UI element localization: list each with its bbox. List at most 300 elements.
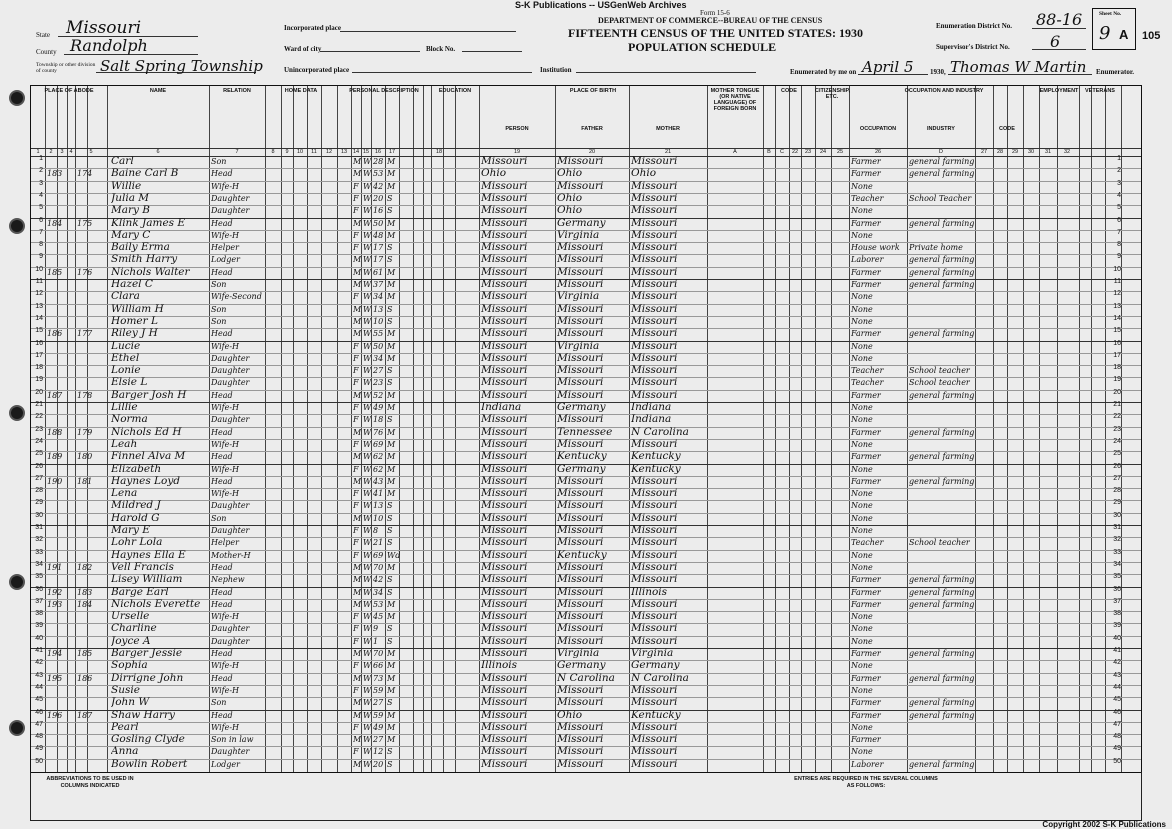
birthplace-mother: Virginia bbox=[631, 647, 674, 659]
birthplace-father: Missouri bbox=[557, 278, 604, 290]
birthplace-father: Missouri bbox=[557, 622, 604, 635]
race: W bbox=[363, 415, 371, 425]
row-number-right: 45 bbox=[1113, 696, 1121, 704]
column-number: 1 bbox=[36, 149, 40, 155]
relation: Daughter bbox=[211, 624, 250, 634]
birthplace-person: Missouri bbox=[481, 437, 528, 450]
age: 27 bbox=[373, 698, 384, 708]
industry: general farming bbox=[909, 698, 975, 708]
row-number-right: 5 bbox=[1117, 204, 1121, 212]
column-group-header: RELATION bbox=[223, 88, 251, 94]
birthplace-father: Missouri bbox=[557, 376, 604, 389]
relation: Son bbox=[211, 157, 227, 166]
person-name: Barge Earl bbox=[111, 585, 169, 598]
age: 10 bbox=[373, 316, 384, 326]
race: W bbox=[363, 230, 371, 240]
race: W bbox=[363, 378, 371, 388]
birthplace-person: Missouri bbox=[481, 204, 528, 217]
grid-column-line bbox=[107, 86, 108, 772]
relation: Head bbox=[211, 329, 233, 339]
industry: general farming bbox=[909, 329, 975, 339]
person-name: Haynes Loyd bbox=[111, 474, 180, 487]
occupation: Teacher bbox=[851, 366, 884, 376]
occupation: Teacher bbox=[851, 378, 884, 388]
row-number-right: 49 bbox=[1113, 745, 1121, 753]
occupation: Farmer bbox=[851, 157, 881, 166]
row-number-right: 19 bbox=[1113, 376, 1121, 384]
sex: F bbox=[353, 747, 359, 757]
sex: F bbox=[353, 722, 359, 732]
row-number-right: 6 bbox=[1117, 216, 1121, 224]
person-name: Sophia bbox=[111, 659, 148, 672]
row-number: 4 bbox=[39, 191, 43, 199]
birthplace-person: Missouri bbox=[481, 745, 528, 758]
census-title: FIFTEENTH CENSUS OF THE UNITED STATES: 1930 bbox=[568, 26, 863, 40]
relation: Wife-H bbox=[211, 230, 240, 240]
age: 53 bbox=[373, 169, 384, 179]
sex: F bbox=[353, 181, 359, 191]
relation: Lodger bbox=[211, 759, 240, 769]
row-number: 2 bbox=[39, 167, 43, 175]
row-number: 38 bbox=[35, 610, 43, 618]
birthplace-person: Missouri bbox=[481, 474, 528, 487]
age: 70 bbox=[373, 649, 384, 658]
row-number-right: 42 bbox=[1113, 659, 1121, 667]
birthplace-mother: Missouri bbox=[631, 487, 678, 500]
marital-status: M bbox=[387, 353, 396, 363]
birthplace-father: Missouri bbox=[557, 524, 604, 536]
column-number: 7 bbox=[235, 149, 239, 155]
row-number: 28 bbox=[35, 487, 43, 495]
occupation: None bbox=[851, 747, 873, 757]
birthplace-person: Missouri bbox=[481, 327, 528, 340]
relation: Son bbox=[211, 698, 227, 708]
birthplace-father: Missouri bbox=[557, 179, 604, 192]
row-number-right: 15 bbox=[1113, 327, 1121, 335]
birthplace-father: Missouri bbox=[557, 597, 604, 610]
block-label: Block No. bbox=[426, 45, 456, 53]
relation: Head bbox=[211, 710, 233, 720]
occupation: Farmer bbox=[851, 587, 881, 597]
birthplace-person: Missouri bbox=[481, 548, 528, 561]
column-number: 13 bbox=[340, 149, 348, 155]
marital-status: S bbox=[387, 526, 393, 535]
birthplace-person: Missouri bbox=[481, 622, 528, 635]
industry: general farming bbox=[909, 599, 975, 609]
person-name: Clara bbox=[111, 290, 140, 303]
birthplace-mother: Missouri bbox=[631, 499, 678, 512]
birthplace-person: Missouri bbox=[481, 671, 528, 684]
supervisor-value: 6 bbox=[1050, 32, 1061, 51]
occupation: Farmer bbox=[851, 390, 881, 400]
race: W bbox=[363, 698, 371, 708]
race: W bbox=[363, 255, 371, 265]
birthplace-mother: Missouri bbox=[631, 610, 678, 623]
occupation: None bbox=[851, 415, 873, 425]
dwelling-number: 189 bbox=[47, 452, 63, 462]
row-number-right: 31 bbox=[1113, 524, 1121, 531]
grid-column-line bbox=[555, 86, 556, 772]
sex: F bbox=[353, 193, 359, 203]
age: 76 bbox=[373, 427, 384, 437]
occupation: Farmer bbox=[851, 427, 881, 437]
birthplace-mother: Missouri bbox=[631, 437, 678, 450]
relation: Daughter bbox=[211, 636, 250, 646]
marital-status: M bbox=[387, 649, 396, 658]
institution-label: Institution bbox=[540, 66, 572, 74]
person-name: Carl bbox=[111, 155, 134, 167]
race: W bbox=[363, 427, 371, 437]
relation: Head bbox=[211, 476, 233, 486]
row-number-right: 22 bbox=[1113, 413, 1121, 421]
race: W bbox=[363, 526, 371, 535]
relation: Head bbox=[211, 562, 233, 572]
marital-status: S bbox=[387, 513, 393, 523]
family-number: 179 bbox=[77, 427, 93, 437]
birthplace-mother: Missouri bbox=[631, 216, 678, 229]
sex: F bbox=[353, 685, 359, 695]
person-name: John W bbox=[111, 696, 150, 709]
marital-status: M bbox=[387, 673, 396, 683]
grid-column-line bbox=[371, 86, 372, 772]
person-name: Mary E bbox=[111, 524, 150, 536]
occupation: Teacher bbox=[851, 538, 884, 548]
relation: Helper bbox=[211, 243, 239, 253]
birthplace-person: Missouri bbox=[481, 757, 528, 770]
race: W bbox=[363, 476, 371, 486]
person-name: Ethel bbox=[111, 351, 140, 364]
occupation: None bbox=[851, 464, 873, 474]
person-name: Joyce A bbox=[111, 634, 151, 647]
column-number: 5 bbox=[89, 149, 93, 155]
age: 50 bbox=[373, 218, 384, 228]
column-number: 4 bbox=[69, 149, 73, 155]
sex: F bbox=[353, 206, 359, 216]
birthplace-father: Virginia bbox=[557, 228, 600, 241]
person-name: Riley J H bbox=[111, 327, 158, 340]
birthplace-mother: Missouri bbox=[631, 253, 678, 266]
grid-column-line bbox=[1023, 86, 1024, 772]
sex: M bbox=[353, 649, 361, 658]
column-group-header: CODE bbox=[781, 88, 797, 94]
birthplace-person: Missouri bbox=[481, 462, 528, 475]
row-number-right: 38 bbox=[1113, 610, 1121, 618]
row-number: 35 bbox=[35, 573, 43, 581]
race: W bbox=[363, 218, 371, 228]
family-number: 180 bbox=[77, 452, 93, 462]
marital-status: M bbox=[387, 157, 396, 166]
sheet-box bbox=[1092, 8, 1136, 50]
birthplace-person: Missouri bbox=[481, 585, 528, 598]
family-number: 182 bbox=[77, 562, 93, 572]
binder-hole-1 bbox=[9, 90, 25, 106]
relation: Son bbox=[211, 316, 227, 326]
birthplace-father: Missouri bbox=[557, 696, 604, 709]
person-name: Lisey William bbox=[111, 573, 183, 586]
column-number: 2 bbox=[49, 149, 53, 155]
copyright: Copyright 2002 S-K Publications bbox=[1042, 820, 1166, 829]
row-number: 24 bbox=[35, 437, 43, 445]
grid-column-line bbox=[707, 86, 708, 772]
page-number: 105 bbox=[1142, 30, 1161, 42]
age: 18 bbox=[373, 415, 384, 425]
industry: general farming bbox=[909, 427, 975, 437]
birthplace-mother: Missouri bbox=[631, 155, 678, 167]
birthplace-person: Missouri bbox=[481, 191, 528, 204]
dwelling-number: 196 bbox=[47, 710, 63, 720]
age: 34 bbox=[373, 353, 384, 363]
age: 52 bbox=[373, 390, 384, 400]
age: 42 bbox=[373, 181, 384, 191]
birthplace-person: Missouri bbox=[481, 155, 528, 167]
race: W bbox=[363, 759, 371, 769]
occupation: Farmer bbox=[851, 649, 881, 658]
birthplace-mother: Missouri bbox=[631, 228, 678, 241]
relation: Head bbox=[211, 427, 233, 437]
sheet-label: Sheet No. bbox=[1099, 11, 1122, 17]
occupation: Farmer bbox=[851, 476, 881, 486]
row-number: 46 bbox=[35, 708, 43, 716]
dwelling-number: 191 bbox=[47, 562, 63, 572]
row-number-right: 39 bbox=[1113, 622, 1121, 630]
column-number: 17 bbox=[388, 149, 396, 155]
occupation: None bbox=[851, 403, 873, 412]
column-number: 9 bbox=[285, 149, 289, 155]
birthplace-father: Missouri bbox=[557, 253, 604, 266]
column-number: A bbox=[733, 149, 737, 155]
occupation: Farmer bbox=[851, 169, 881, 179]
person-name: Lonie bbox=[111, 364, 141, 377]
marital-status: S bbox=[387, 255, 393, 265]
birthplace-person: Missouri bbox=[481, 351, 528, 364]
person-name: Pearl bbox=[111, 720, 139, 733]
marital-status: M bbox=[387, 489, 396, 499]
birthplace-person: Missouri bbox=[481, 560, 528, 573]
race: W bbox=[363, 722, 371, 732]
birthplace-person: Missouri bbox=[481, 339, 528, 352]
incorporated-label: Incorporated place bbox=[284, 24, 341, 32]
row-number: 21 bbox=[35, 401, 43, 408]
person-name: Gosling Clyde bbox=[111, 733, 185, 746]
birthplace-mother: Missouri bbox=[631, 757, 678, 770]
relation: Wife-H bbox=[211, 439, 240, 449]
marital-status: M bbox=[387, 722, 396, 732]
marital-status: M bbox=[387, 612, 396, 622]
marital-status: M bbox=[387, 329, 396, 339]
marital-status: M bbox=[387, 452, 396, 462]
age: 49 bbox=[373, 403, 384, 412]
birthplace-person: Illinois bbox=[481, 659, 518, 672]
race: W bbox=[363, 624, 371, 634]
person-name: Mary C bbox=[111, 228, 151, 241]
sex: F bbox=[353, 353, 359, 363]
sex: F bbox=[353, 439, 359, 449]
birthplace-father: Missouri bbox=[557, 474, 604, 487]
relation: Daughter bbox=[211, 193, 250, 203]
grid-column-line bbox=[629, 86, 630, 772]
birthplace-person: Missouri bbox=[481, 708, 528, 721]
column-group-header: EMPLOYMENT bbox=[1039, 88, 1079, 94]
marital-status: M bbox=[387, 439, 396, 449]
row-number-right: 43 bbox=[1113, 671, 1121, 679]
person-name: Finnel Alva M bbox=[111, 450, 186, 463]
column-number: 21 bbox=[664, 149, 672, 155]
grid-column-line bbox=[431, 86, 432, 772]
row-number: 6 bbox=[39, 216, 43, 224]
age: 27 bbox=[373, 366, 384, 376]
row-number-right: 32 bbox=[1113, 536, 1121, 544]
race: W bbox=[363, 612, 371, 622]
age: 61 bbox=[373, 267, 384, 277]
person-name: Willie bbox=[111, 179, 142, 192]
marital-status: S bbox=[387, 316, 393, 326]
person-name: Elizabeth bbox=[111, 462, 162, 475]
sex: F bbox=[353, 526, 359, 535]
column-group-header: CITIZENSHIP, ETC. bbox=[815, 88, 851, 100]
birthplace-father: Virginia bbox=[557, 339, 600, 352]
industry: general farming bbox=[909, 267, 975, 277]
dwelling-number: 184 bbox=[47, 218, 63, 228]
marital-status: M bbox=[387, 169, 396, 179]
race: W bbox=[363, 329, 371, 339]
grid-column-line bbox=[907, 86, 908, 772]
occupation: None bbox=[851, 661, 873, 671]
row-number: 18 bbox=[35, 364, 43, 372]
birthplace-person: Missouri bbox=[481, 450, 528, 463]
sex: M bbox=[353, 759, 361, 769]
marital-status: M bbox=[387, 562, 396, 572]
birthplace-father: Missouri bbox=[557, 351, 604, 364]
occupation: None bbox=[851, 181, 873, 191]
birthplace-father: Kentucky bbox=[557, 450, 607, 463]
row-number-right: 46 bbox=[1113, 708, 1121, 716]
person-name: Barger Jessie bbox=[111, 647, 183, 659]
race: W bbox=[363, 452, 371, 462]
age: 69 bbox=[373, 439, 384, 449]
row-number: 27 bbox=[35, 474, 43, 482]
row-number: 41 bbox=[35, 647, 43, 654]
binder-hole-5 bbox=[9, 720, 25, 736]
person-name: Lena bbox=[111, 487, 138, 500]
row-number-right: 18 bbox=[1113, 364, 1121, 372]
race: W bbox=[363, 181, 371, 191]
occupation: Farmer bbox=[851, 698, 881, 708]
marital-status: M bbox=[387, 390, 396, 400]
birthplace-mother: Missouri bbox=[631, 745, 678, 758]
industry: School teacher bbox=[909, 538, 970, 548]
relation: Wife-H bbox=[211, 612, 240, 622]
column-number: 28 bbox=[996, 149, 1004, 155]
birthplace-person: Missouri bbox=[481, 216, 528, 229]
birthplace-mother: Missouri bbox=[631, 327, 678, 340]
birthplace-father: Missouri bbox=[557, 327, 604, 340]
occupation: Farmer bbox=[851, 735, 881, 745]
row-number-right: 14 bbox=[1113, 314, 1121, 322]
row-number: 48 bbox=[35, 733, 43, 741]
column-group-header: VETERANS bbox=[1085, 88, 1115, 94]
grid-column-line bbox=[1105, 86, 1106, 772]
occupation: Farmer bbox=[851, 599, 881, 609]
birthplace-person: Missouri bbox=[481, 487, 528, 500]
marital-status: M bbox=[387, 280, 396, 289]
marital-status: S bbox=[387, 538, 393, 548]
occupation: None bbox=[851, 292, 873, 302]
age: 42 bbox=[373, 575, 384, 585]
relation: Nephew bbox=[211, 575, 245, 585]
grid-column-line bbox=[789, 86, 790, 772]
marital-status: S bbox=[387, 366, 393, 376]
race: W bbox=[363, 513, 371, 523]
birthplace-father: Ohio bbox=[557, 204, 583, 217]
row-number-right: 48 bbox=[1113, 733, 1121, 741]
race: W bbox=[363, 710, 371, 720]
person-name: Leah bbox=[111, 437, 138, 450]
column-group-header: MOTHER TONGUE (OR NATIVE LANGUAGE) OF FOREIGN BORN bbox=[710, 88, 760, 112]
row-number-right: 23 bbox=[1113, 425, 1121, 433]
row-number-right: 11 bbox=[1113, 278, 1121, 285]
relation: Wife-H bbox=[211, 341, 240, 351]
occupation: None bbox=[851, 206, 873, 216]
race: W bbox=[363, 403, 371, 412]
age: 16 bbox=[373, 206, 384, 216]
sex: M bbox=[353, 599, 361, 609]
row-number-right: 28 bbox=[1113, 487, 1121, 495]
industry: Private home bbox=[909, 243, 963, 253]
relation: Head bbox=[211, 649, 233, 658]
row-number: 14 bbox=[35, 314, 43, 322]
row-number: 16 bbox=[35, 339, 43, 347]
industry: general farming bbox=[909, 476, 975, 486]
race: W bbox=[363, 685, 371, 695]
person-name: Vell Francis bbox=[111, 560, 174, 573]
birthplace-person: Ohio bbox=[481, 167, 507, 180]
age: 73 bbox=[373, 673, 384, 683]
birthplace-person: Indiana bbox=[481, 401, 522, 413]
column-group-header: OCCUPATION AND INDUSTRY bbox=[904, 88, 984, 94]
marital-status: M bbox=[387, 685, 396, 695]
enum-district-label: Enumeration District No. bbox=[936, 22, 1013, 30]
sex: M bbox=[353, 710, 361, 720]
enumerator-name: Thomas W Martin bbox=[950, 58, 1087, 76]
birthplace-mother: Missouri bbox=[631, 573, 678, 586]
row-number-right: 17 bbox=[1113, 351, 1121, 359]
race: W bbox=[363, 636, 371, 646]
occupation: None bbox=[851, 501, 873, 511]
column-number: 22 bbox=[791, 149, 799, 155]
grid-column-line bbox=[1039, 86, 1040, 772]
occupation: Farmer bbox=[851, 218, 881, 228]
sex: M bbox=[353, 280, 361, 289]
column-number: 26 bbox=[874, 149, 882, 155]
birthplace-mother: Indiana bbox=[631, 413, 672, 426]
birthplace-father: Missouri bbox=[557, 720, 604, 733]
relation: Daughter bbox=[211, 501, 250, 511]
person-name: Mildred J bbox=[111, 499, 161, 512]
birthplace-person: Missouri bbox=[481, 388, 528, 401]
column-number: 23 bbox=[804, 149, 812, 155]
grid-column-line bbox=[479, 86, 480, 772]
sheet-number: 9 bbox=[1099, 23, 1111, 44]
family-number: 185 bbox=[77, 649, 93, 658]
birthplace-father: Missouri bbox=[557, 302, 604, 315]
sex: F bbox=[353, 415, 359, 425]
marital-status: S bbox=[387, 636, 393, 646]
industry: general farming bbox=[909, 218, 975, 228]
row-number-right: 29 bbox=[1113, 499, 1121, 507]
marital-status: M bbox=[387, 230, 396, 240]
birthplace-mother: Missouri bbox=[631, 634, 678, 647]
row-number-right: 27 bbox=[1113, 474, 1121, 482]
